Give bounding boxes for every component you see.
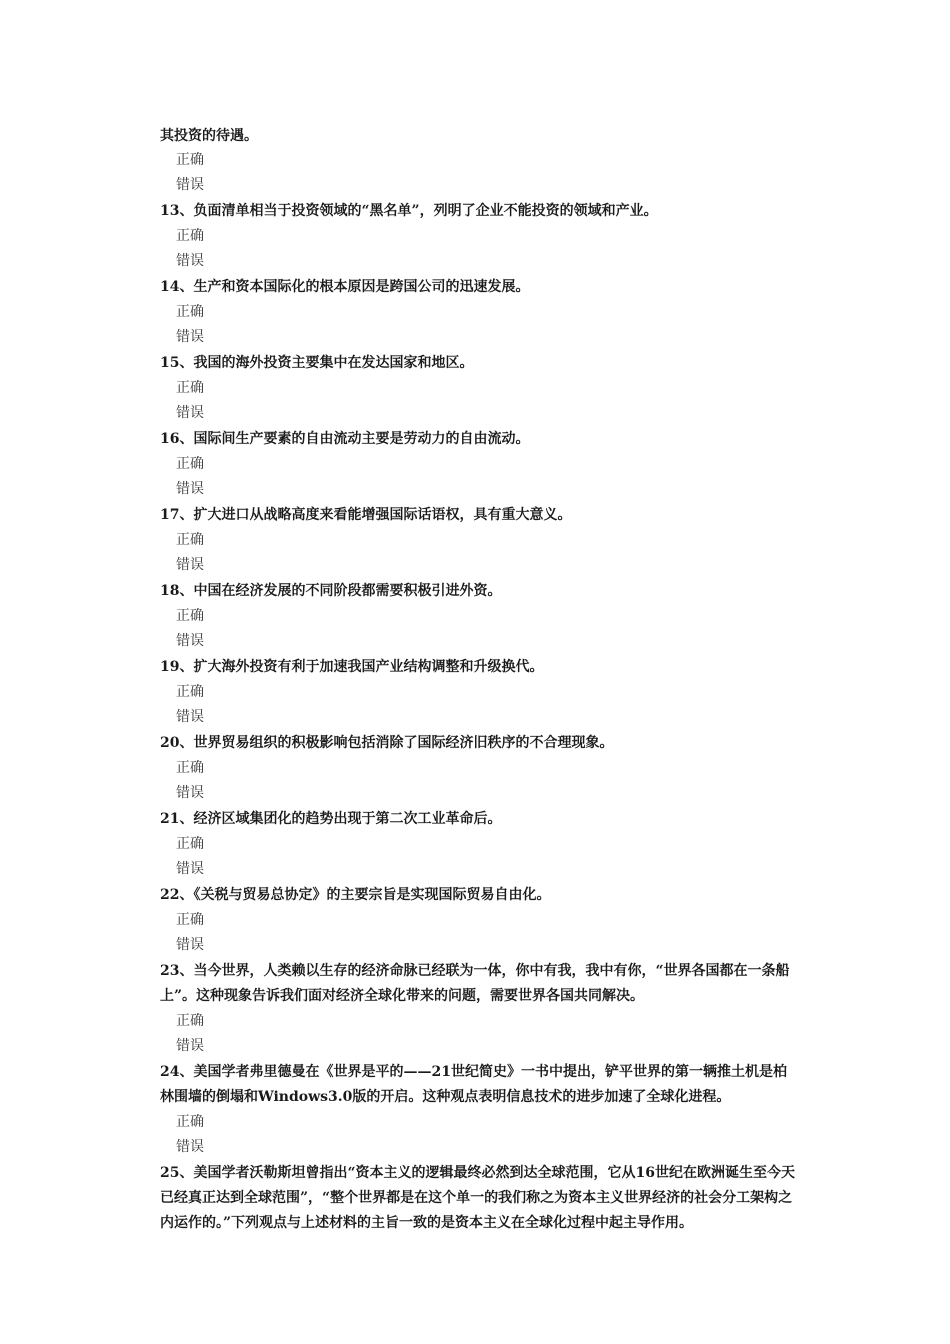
option-false[interactable]: 错误 bbox=[176, 253, 204, 269]
question-item bbox=[160, 579, 800, 654]
question-text: 21、经济区域集团化的趋势出现于第二次工业革命后。 bbox=[160, 811, 502, 827]
option-false[interactable]: 错误 bbox=[176, 633, 204, 649]
option-true[interactable]: 正确 bbox=[176, 304, 204, 320]
option-false[interactable]: 错误 bbox=[176, 329, 204, 345]
option-true[interactable]: 正确 bbox=[176, 836, 204, 852]
question-text: 13、负面清单相当于投资领域的“黑名单”，列明了企业不能投资的领域和产业。 bbox=[160, 203, 658, 219]
question-text: 22、《关税与贸易总协定》的主要宗旨是实现国际贸易自由化。 bbox=[160, 887, 551, 903]
question-fragment: 其投资的待遇。 bbox=[160, 128, 258, 144]
question-text: 23、当今世界，人类赖以生存的经济命脉已经联为一体，你中有我，我中有你，“世界各国都在一条船上”。这种现象告诉我们面对经济全球化带来的问题，需要世界各国共同解决。 bbox=[160, 963, 790, 1004]
question-text: 14、生产和资本国际化的根本原因是跨国公司的迅速发展。 bbox=[160, 279, 530, 295]
question-text: 17、扩大进口从战略高度来看能增强国际话语权，具有重大意义。 bbox=[160, 507, 572, 523]
question-text: 15、我国的海外投资主要集中在发达国家和地区。 bbox=[160, 355, 474, 371]
question-item bbox=[160, 1161, 800, 1236]
option-false[interactable]: 错误 bbox=[176, 861, 204, 877]
question-item bbox=[160, 351, 800, 426]
option-false[interactable]: 错误 bbox=[176, 709, 204, 725]
option-false[interactable]: 错误 bbox=[176, 177, 204, 193]
option-false[interactable]: 错误 bbox=[176, 405, 204, 421]
option-false[interactable]: 错误 bbox=[176, 1038, 204, 1054]
question-item bbox=[160, 275, 800, 350]
question-item bbox=[160, 731, 800, 806]
option-true[interactable]: 正确 bbox=[176, 608, 204, 624]
quiz-document bbox=[160, 124, 800, 1236]
option-false[interactable]: 错误 bbox=[176, 937, 204, 953]
option-true[interactable]: 正确 bbox=[176, 456, 204, 472]
question-item bbox=[160, 807, 800, 882]
question-item bbox=[160, 1060, 800, 1160]
question-item bbox=[160, 199, 800, 274]
question-item bbox=[160, 655, 800, 730]
question-text: 19、扩大海外投资有利于加速我国产业结构调整和升级换代。 bbox=[160, 659, 544, 675]
option-false[interactable]: 错误 bbox=[176, 557, 204, 573]
question-text: 24、美国学者弗里德曼在《世界是平的——21世纪简史》一书中提出，铲平世界的第一辆推土机是柏林围墙的倒塌和Windows3.0版的开启。这种观点表明信息技术的进步加速了全球化进程。 bbox=[160, 1064, 787, 1105]
question-item bbox=[160, 959, 800, 1059]
option-false[interactable]: 错误 bbox=[176, 785, 204, 801]
option-true[interactable]: 正确 bbox=[176, 228, 204, 244]
question-list bbox=[160, 199, 800, 1236]
option-true[interactable]: 正确 bbox=[176, 1013, 204, 1029]
option-true[interactable]: 正确 bbox=[176, 532, 204, 548]
question-text: 18、中国在经济发展的不同阶段都需要积极引进外资。 bbox=[160, 583, 502, 599]
option-true[interactable]: 正确 bbox=[176, 152, 204, 168]
question-text: 16、国际间生产要素的自由流动主要是劳动力的自由流动。 bbox=[160, 431, 530, 447]
question-item bbox=[160, 427, 800, 502]
option-true[interactable]: 正确 bbox=[176, 380, 204, 396]
option-false[interactable]: 错误 bbox=[176, 481, 204, 497]
option-true[interactable]: 正确 bbox=[176, 1114, 204, 1130]
question-item bbox=[160, 883, 800, 958]
option-true[interactable]: 正确 bbox=[176, 760, 204, 776]
option-false[interactable]: 错误 bbox=[176, 1139, 204, 1155]
question-item bbox=[160, 503, 800, 578]
option-true[interactable]: 正确 bbox=[176, 912, 204, 928]
question-text: 20、世界贸易组织的积极影响包括消除了国际经济旧秩序的不合理现象。 bbox=[160, 735, 614, 751]
question-text: 25、美国学者沃勒斯坦曾指出“资本主义的逻辑最终必然到达全球范围，它从16世纪在欧洲诞生至今天已经真正达到全球范围”，“整个世界都是在这个单一的我们称之为资本主义世界经济的社会分工架构之内运作的。”下列观点与上述材料的主旨一致的是资本主义在全球化过程中起主导作用。 bbox=[160, 1165, 796, 1231]
option-true[interactable]: 正确 bbox=[176, 684, 204, 700]
